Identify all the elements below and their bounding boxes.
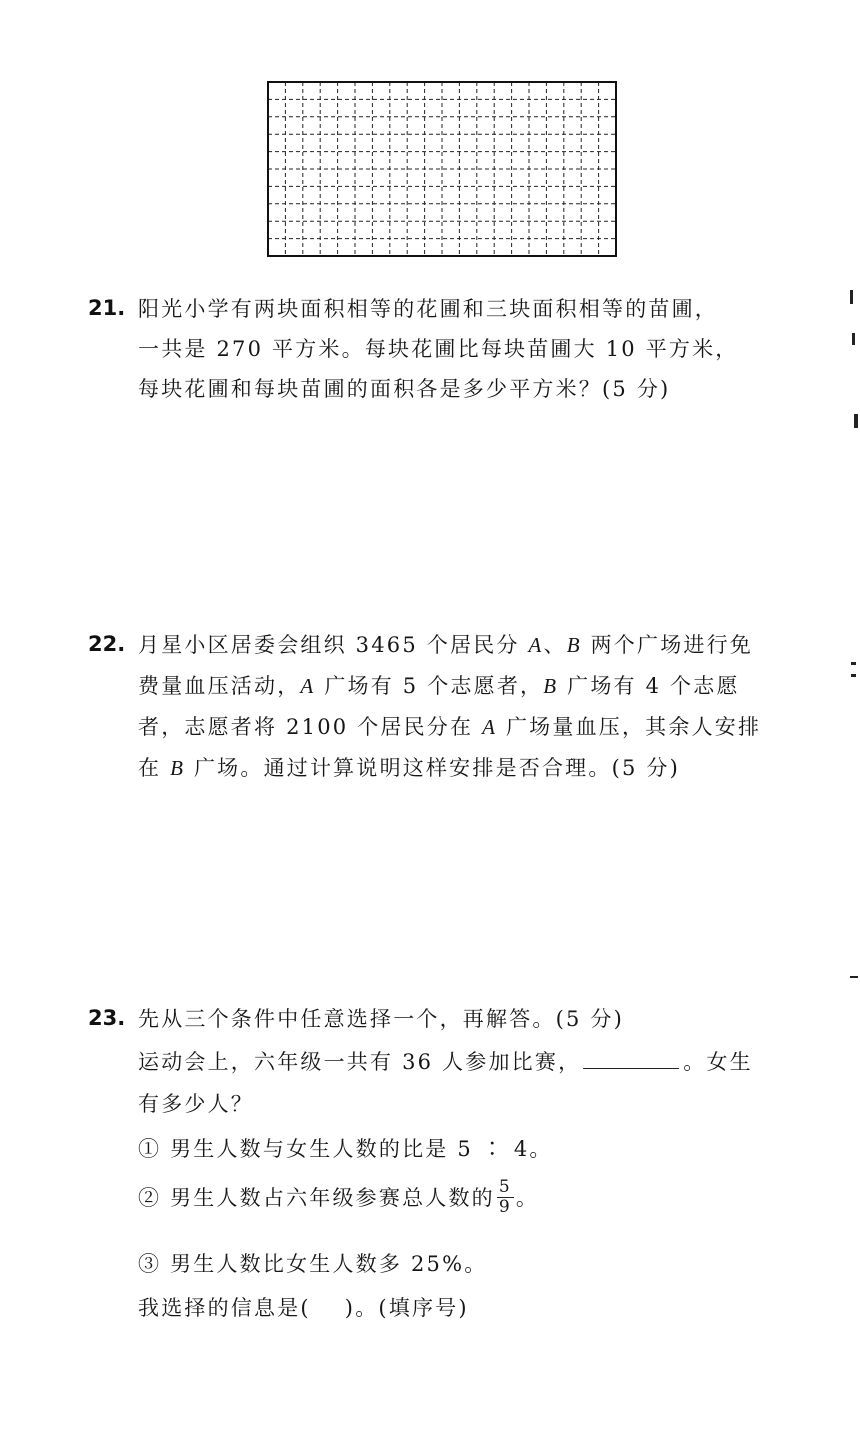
- scan-mark: [850, 290, 853, 304]
- text-segment: 月星小区居委会组织 3465 个居民分: [138, 633, 529, 657]
- option-1: ① 男生人数与女生人数的比是 5 ∶ 4。: [138, 1137, 553, 1161]
- text-segment: 。: [515, 1186, 540, 1210]
- text-segment: 者，志愿者将 2100 个居民分在: [138, 715, 483, 739]
- fraction: [497, 1178, 514, 1217]
- problem-text-line: [138, 670, 740, 700]
- text-segment: 运动会上，六年级一共有 36 人参加比赛，: [138, 1050, 582, 1074]
- fraction-numerator: 5: [498, 1177, 512, 1197]
- text-segment: 在: [138, 756, 171, 780]
- square-grid-figure: [266, 80, 618, 258]
- problem-text-line: 阳光小学有两块面积相等的花圃和三块面积相等的苗圃，: [138, 297, 718, 321]
- option-3: ③ 男生人数比女生人数多 25%。: [138, 1252, 488, 1276]
- text-segment: 费量血压活动，: [138, 674, 301, 698]
- answer-blank[interactable]: [583, 1067, 679, 1069]
- text-segment: 。女生: [683, 1050, 753, 1074]
- scan-mark: [850, 976, 858, 978]
- text-segment: 广场有 5 个志愿者，: [315, 674, 544, 698]
- text-segment: 广场有 4 个志愿: [558, 674, 740, 698]
- problem-text-line: 有多少人？: [138, 1092, 254, 1116]
- variable-b: B: [543, 674, 559, 698]
- problem-number: 21.: [88, 296, 126, 320]
- scan-mark: [854, 414, 858, 428]
- text-segment: 广场。通过计算说明这样安排是否合理。(5 分): [185, 756, 681, 780]
- problem-text-line: 一共是 270 平方米。每块花圃比每块苗圃大 10 平方米，: [138, 337, 739, 361]
- scan-mark: [852, 333, 855, 345]
- text-segment: 广场量血压，其余人安排: [497, 715, 762, 739]
- variable-a: A: [482, 715, 498, 739]
- choice-line: [138, 1292, 469, 1322]
- problem-text-line: 每块花圃和每块苗圃的面积各是多少平方米？(5 分): [138, 377, 671, 401]
- variable-a: A: [528, 633, 544, 657]
- text-segment: )。(填序号): [344, 1296, 469, 1320]
- scan-mark: [851, 662, 856, 665]
- problem-text-line: [138, 752, 680, 782]
- text-segment: 我选择的信息是(: [138, 1296, 311, 1320]
- option-2: [138, 1177, 540, 1219]
- problem-text-line: 先从三个条件中任意选择一个，再解答。(5 分): [138, 1007, 625, 1031]
- text-segment: 、: [543, 633, 567, 657]
- text-segment: ② 男生人数占六年级参赛总人数的: [138, 1186, 495, 1210]
- variable-b: B: [170, 756, 186, 780]
- text-segment: 两个广场进行免: [581, 633, 754, 657]
- scan-mark: [851, 674, 856, 677]
- problem-text-line: [138, 629, 753, 659]
- variable-a: A: [300, 674, 316, 698]
- variable-b: B: [566, 633, 582, 657]
- fraction-denominator: 9: [498, 1197, 512, 1217]
- problem-number: 23.: [88, 1006, 126, 1030]
- grid-svg: [266, 80, 618, 258]
- problem-text-line: [138, 711, 761, 741]
- problem-text-line: [138, 1046, 753, 1076]
- problem-number: 22.: [88, 632, 126, 656]
